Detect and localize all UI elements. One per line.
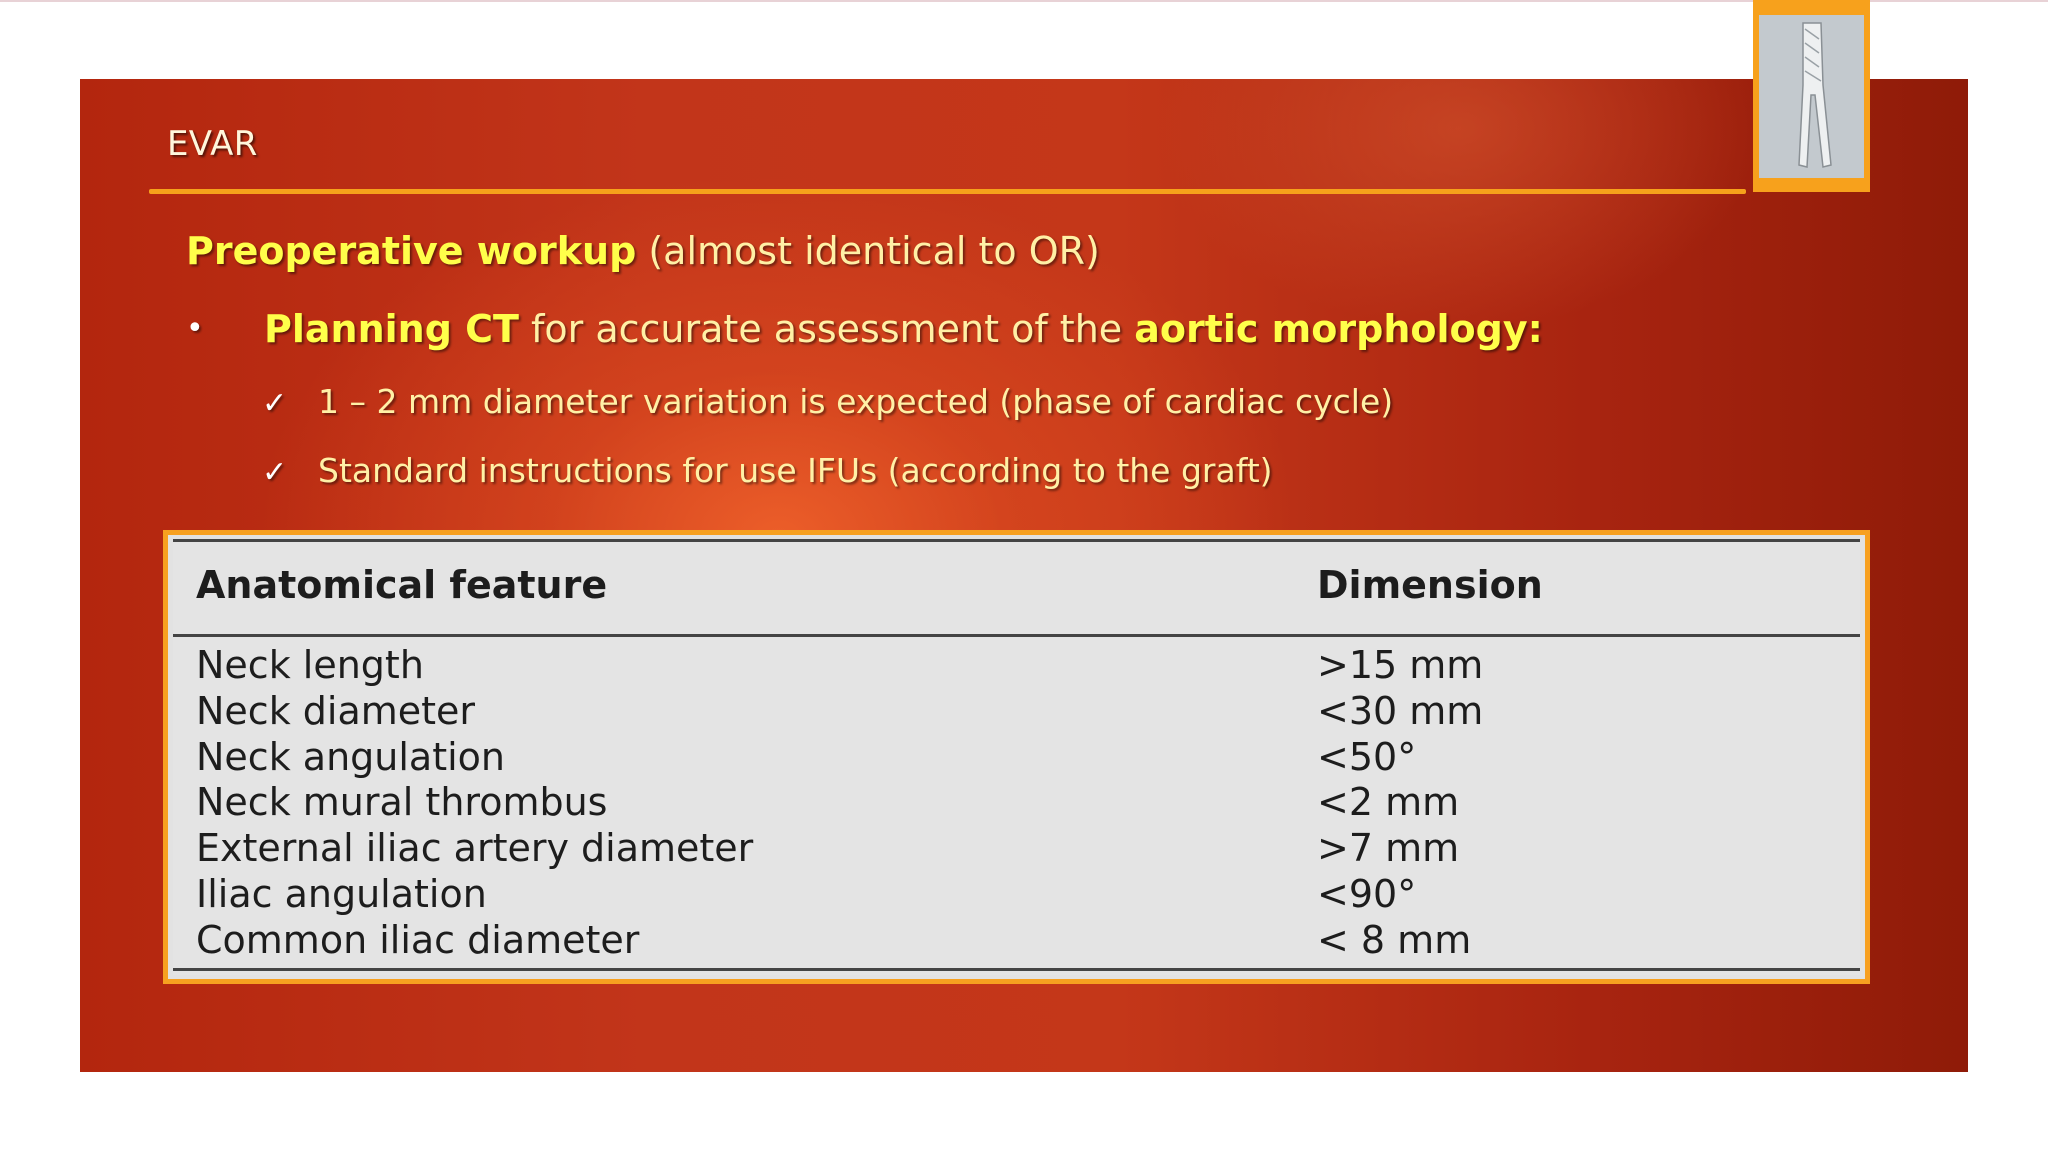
bullet-text: for accurate assessment of the — [518, 307, 1135, 351]
table-cell-feature: Neck diameter — [196, 688, 476, 733]
heading-line — [186, 229, 1100, 273]
top-divider — [0, 0, 2048, 2]
check-item — [262, 382, 1393, 421]
check-item-text: 1 – 2 mm diameter variation is expected (phase of cardiac cycle) — [318, 382, 1394, 421]
bullet-bold-planning-ct: Planning CT — [264, 307, 519, 351]
table-rule-header — [173, 634, 1860, 637]
table-rule-top — [173, 539, 1860, 542]
checkmark-icon: ✓ — [262, 386, 288, 421]
table-header-feature: Anatomical feature — [196, 563, 608, 607]
table-row — [173, 780, 1860, 826]
table-cell-dimension: <50° — [1317, 734, 1417, 779]
table-header-dimension: Dimension — [1317, 563, 1543, 607]
table-row — [173, 826, 1860, 872]
table-body — [173, 539, 1860, 975]
bullet-line — [186, 307, 1543, 351]
stent-graft-image — [1759, 15, 1864, 178]
table-cell-feature: Neck length — [196, 643, 424, 687]
checkmark-icon: ✓ — [262, 455, 288, 490]
table-row — [173, 872, 1860, 918]
stent-graft-thumbnail — [1753, 0, 1870, 192]
heading-rest: (almost identical to OR) — [636, 229, 1100, 273]
bullet-dot: • — [186, 311, 204, 346]
table-cell-feature: Neck angulation — [196, 734, 505, 779]
title-underline — [149, 189, 1746, 194]
heading-bold: Preoperative workup — [186, 229, 637, 273]
table-row — [173, 643, 1860, 689]
slide-title: EVAR — [167, 124, 258, 164]
table-row — [173, 735, 1860, 781]
table-cell-feature: External iliac artery diameter — [196, 826, 754, 871]
table-rule-bottom — [173, 968, 1860, 971]
check-item — [262, 451, 1273, 490]
table-cell-dimension: <2 mm — [1317, 780, 1460, 825]
check-item-text: Standard instructions for use IFUs (according to the graft) — [318, 451, 1273, 490]
table-cell-feature: Iliac angulation — [196, 871, 487, 916]
table-row — [173, 918, 1860, 964]
bullet-bold-aortic-morphology: aortic morphology: — [1134, 307, 1543, 351]
table-cell-feature: Common iliac diameter — [196, 917, 640, 962]
slide — [80, 79, 1968, 1072]
anatomy-table — [163, 530, 1870, 984]
table-row — [173, 689, 1860, 735]
table-cell-dimension: < 8 mm — [1317, 917, 1472, 962]
table-cell-dimension: <90° — [1317, 871, 1417, 916]
table-cell-feature: Neck mural thrombus — [196, 780, 608, 825]
stent-graft-icon — [1759, 15, 1864, 178]
table-cell-dimension: >7 mm — [1317, 826, 1460, 871]
table-rows — [173, 643, 1860, 964]
table-cell-dimension: >15 mm — [1317, 643, 1484, 687]
table-cell-dimension: <30 mm — [1317, 688, 1484, 733]
